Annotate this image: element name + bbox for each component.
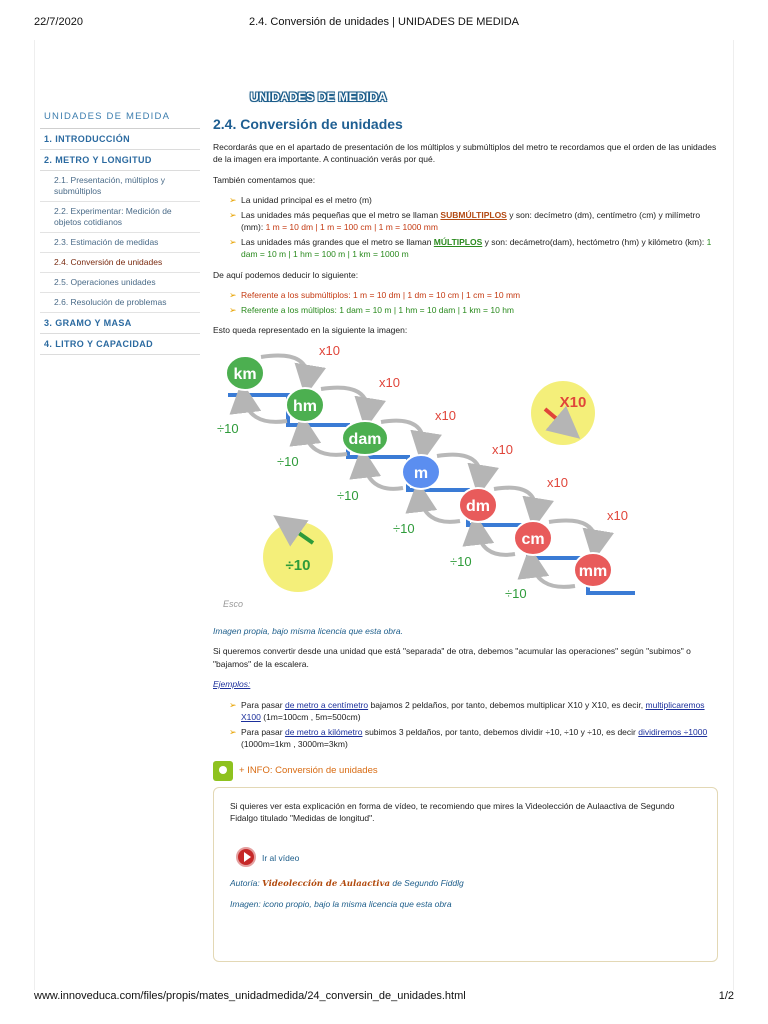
sidebar-heading[interactable]: UNIDADES DE MEDIDA	[40, 108, 200, 129]
info-icon	[213, 761, 233, 781]
print-date: 22/7/2020	[34, 16, 83, 28]
sidebar-item-gramo-masa[interactable]: 3. GRAMO Y MASA	[40, 313, 200, 334]
facts-list	[229, 194, 718, 261]
page-title: 2.4. Conversión de unidades	[213, 116, 403, 132]
unit-label-m: m	[413, 464, 429, 482]
metro-kilometro-link[interactable]: de metro a kilómetro	[284, 726, 363, 737]
image-credit: Imagen: icono propio, bajo la misma licencia que esta obra	[230, 899, 452, 909]
staircase-svg	[217, 342, 643, 625]
multiply-label: x10	[607, 507, 628, 523]
list-item: ➢ Para pasar de metro a kilómetro subimos 3 peldaños, por tanto, debemos dividir ÷10, ÷10 y ÷10, es decir dividiremos ÷1000 (1000m=1km , 3000m=3km)	[229, 726, 718, 751]
divide-arrow-icon	[476, 525, 515, 555]
site-banner[interactable]: UNIDADES DE MEDIDA	[250, 90, 387, 104]
list-item: ➢ La unidad principal es el metro (m)	[229, 194, 718, 207]
multiply-arrow-icon	[549, 520, 596, 549]
divide-arrow-icon	[419, 492, 460, 522]
print-header	[34, 16, 734, 30]
unit-label-km: km	[233, 365, 257, 383]
video-link-row[interactable]	[230, 847, 701, 869]
author-credit: Autoría: Videolección de Aulaactiva de Segundo Fiddlg	[230, 877, 464, 889]
ejemplos-heading: Ejemplos:	[213, 679, 251, 689]
dividiremos-link[interactable]: dividiremos ÷1000	[638, 726, 708, 737]
convert-paragraph: Si queremos convertir desde una unidad que está "separada" de otra, debemos "acumular las operaciones" según "subimos" o "bajamos" de la escalera.	[213, 646, 691, 669]
unit-label-cm: cm	[521, 530, 545, 548]
examples-list	[229, 699, 718, 751]
metro-centimetro-link[interactable]: de metro a centímetro	[284, 699, 369, 710]
sidebar-subitem-experimentar[interactable]: 2.2. Experimentar: Medición de objetos cotidianos	[40, 202, 200, 233]
sidebar-subitem-presentacion[interactable]: 2.1. Presentación, múltiplos y submúltiplos	[40, 171, 200, 202]
diagram-signature: Esco	[223, 598, 244, 609]
sidebar-item-metro-longitud[interactable]: 2. METRO Y LONGITUD	[40, 150, 200, 171]
videoleccion-link[interactable]: Videolección de Aulaactiva	[262, 878, 390, 889]
print-title: 2.4. Conversión de unidades | UNIDADES DE MEDIDA	[248, 16, 520, 28]
play-icon[interactable]	[236, 847, 256, 867]
info-box	[213, 787, 718, 962]
list-item: ➢ Las unidades más grandes que el metro se llaman MÚLTIPLOS y son: decámetro(dam), hectómetro (hm) y kilómetro (km): 1 dam = 10 m | 1 hm = 100 m | 1 km = 1000 m	[229, 236, 718, 261]
sidebar-subitem-conversion[interactable]: 2.4. Conversión de unidades	[40, 253, 200, 273]
badge-up-text: X10	[559, 393, 587, 411]
staircase-diagram	[217, 342, 643, 625]
divide-arrow-icon	[303, 425, 347, 455]
multiply-arrow-icon	[321, 387, 368, 417]
divide-arrow-icon	[243, 393, 287, 422]
divide-arrow-icon	[531, 558, 575, 587]
sidebar-nav	[40, 108, 200, 355]
divide-label: ÷10	[450, 553, 472, 569]
shown-paragraph: Esto queda representado en la siguiente la imagen:	[213, 325, 408, 335]
deduce-paragraph: De aquí podemos deducir lo siguiente:	[213, 269, 359, 280]
unit-label-dam: dam	[348, 430, 382, 448]
list-item: ➢ Referente a los submúltiplos: 1 m = 10 dm | 1 dm = 10 cm | 1 cm = 10 mm	[229, 289, 718, 302]
divide-label: ÷10	[217, 420, 239, 436]
list-item: ➢ Para pasar de metro a centímetro bajamos 2 peldaños, por tanto, debemos multiplicar X10 y X10, es decir, multiplicaremos X100 (1m=100cm , 5m=500cm)	[229, 699, 718, 724]
print-url: www.innoveduca.com/files/propis/mates_unidadmedida/24_conversin_de_unidades.html	[34, 990, 466, 1002]
multiplos-link[interactable]: MÚLTIPLOS	[433, 236, 483, 247]
video-link[interactable]: Ir al vídeo	[262, 852, 300, 863]
main-content	[213, 118, 718, 962]
multiply-label: x10	[379, 374, 400, 390]
submultiplos-values: 1 m = 10 dm | 1 m = 100 cm | 1 m = 1000 mm	[265, 222, 438, 232]
sidebar-item-introduccion[interactable]: 1. INTRODUCCIÓN	[40, 129, 200, 150]
badge-down-text: ÷10	[285, 556, 311, 574]
multiply-label: x10	[319, 342, 340, 358]
divide-arrow-icon	[363, 458, 403, 489]
info-title[interactable]: + INFO: Conversión de unidades	[239, 764, 378, 776]
sidebar-subitem-operaciones[interactable]: 2.5. Operaciones unidades	[40, 273, 200, 293]
multiply-arrow-icon	[261, 355, 308, 384]
list-item: ➢ Las unidades más pequeñas que el metro se llaman SUBMÚLTIPLOS y son: decímetro (dm), centímetro (cm) y milímetro (mm): 1 m = 10 dm | 1 m = 100 cm | 1 m = 1000 mm	[229, 209, 718, 234]
print-footer	[34, 990, 734, 1004]
unit-label-hm: hm	[293, 397, 317, 415]
submultiplos-link[interactable]: SUBMÚLTIPLOS	[440, 209, 507, 220]
sidebar-subitem-estimacion[interactable]: 2.3. Estimación de medidas	[40, 233, 200, 253]
sidebar-subitem-problemas[interactable]: 2.6. Resolución de problemas	[40, 293, 200, 313]
multiply-label: x10	[435, 407, 456, 423]
also-paragraph: También comentamos que:	[213, 174, 316, 185]
multiply-arrow-icon	[437, 454, 481, 484]
deductions-list	[229, 289, 718, 316]
multiplos-values: 1 dam = 10 m | 1 hm = 100 m | 1 km = 1000 m	[241, 236, 712, 259]
intro-paragraph: Recordarás que en el apartado de presentación de los múltiplos y submúltiplos del metro te recordamos que el orden de las unidades de la imagen era importante. A continuación verás por qué.	[213, 141, 717, 164]
info-header[interactable]	[213, 761, 718, 781]
multiply-label: x10	[547, 474, 568, 490]
sidebar-item-litro-capacidad[interactable]: 4. LITRO Y CAPACIDAD	[40, 334, 200, 355]
diagram-caption: Imagen propia, bajo misma licencia que esta obra.	[213, 625, 403, 636]
divide-label: ÷10	[337, 487, 359, 503]
info-text: Si quieres ver esta explicación en forma de vídeo, te recomiendo que mires la Videolección de Aulaactiva de Segundo Fidalgo titulado "Medidas de longitud".	[230, 800, 675, 823]
multiply-badge	[531, 381, 595, 445]
list-item: ➢ Referente a los múltiplos: 1 dam = 10 m | 1 hm = 10 dam | 1 km = 10 hm	[229, 304, 718, 317]
multiply-arrow-icon	[494, 487, 536, 517]
divide-label: ÷10	[505, 585, 527, 601]
unit-label-mm: mm	[578, 562, 608, 580]
unit-label-dm: dm	[466, 497, 490, 515]
print-page-number: 1/2	[718, 990, 734, 1002]
multiply-label: x10	[492, 441, 513, 457]
divide-label: ÷10	[393, 520, 415, 536]
multiplicaremos-link[interactable]: multiplicaremos X100	[241, 699, 705, 722]
divide-label: ÷10	[277, 453, 299, 469]
